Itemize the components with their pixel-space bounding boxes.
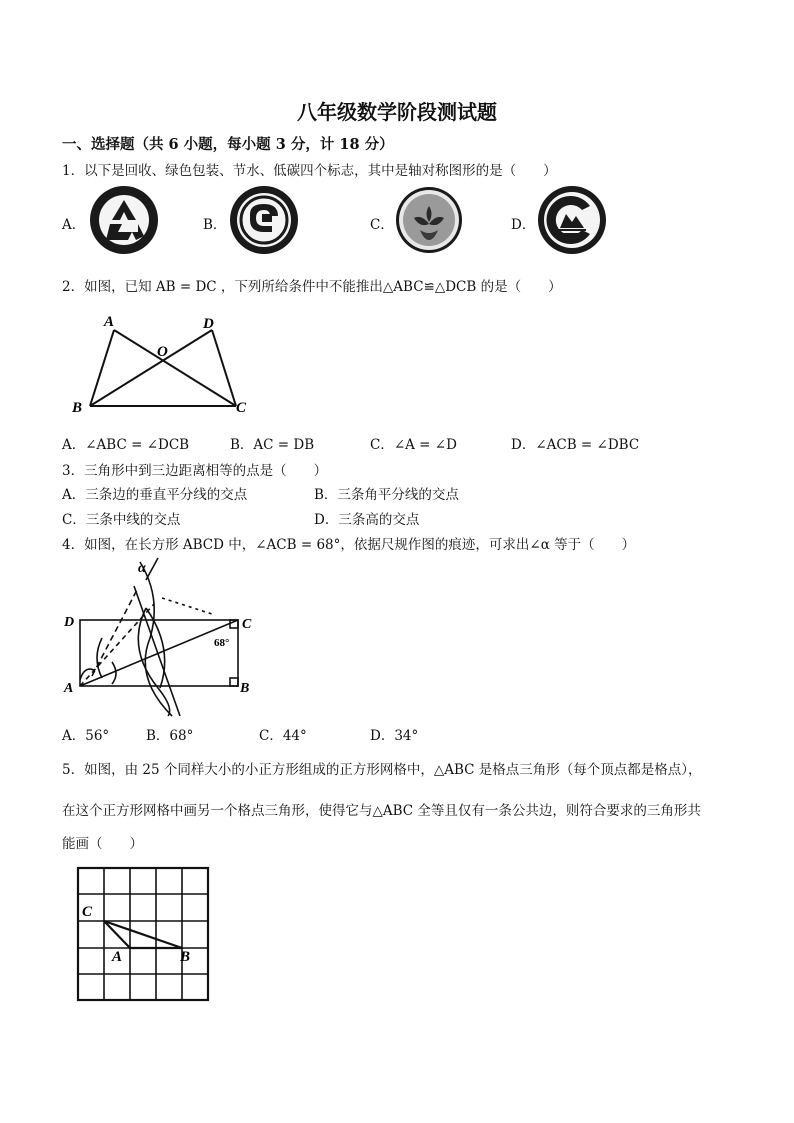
q2-option-b: B．AC = DB: [230, 437, 315, 453]
q4-label-b: B: [240, 681, 250, 696]
recycle-logo-icon: [88, 184, 160, 256]
q4-option-b: B．68°: [146, 728, 194, 744]
q4-label-a: A: [64, 681, 74, 696]
q5-label-c: C: [82, 904, 93, 920]
q1-option-c: C．: [370, 217, 394, 233]
q1-option-a: A．: [62, 217, 86, 233]
section-heading: 一、选择题（共 6 小题，每小题 3 分，计 18 分）: [62, 136, 394, 153]
low-carbon-logo-icon: [536, 184, 608, 256]
q3-stem: 3．三角形中到三边距离相等的点是（ ）: [62, 463, 328, 479]
page-title: 八年级数学阶段测试题: [297, 100, 497, 124]
q5-label-b: B: [180, 949, 191, 965]
water-saving-logo-icon: [394, 184, 464, 256]
q5-stem-line1: 5．如图，由 25 个同样大小的小正方形组成的正方形网格中，△ABC 是格点三角形（每个顶点都是格点），: [62, 762, 702, 778]
q4-option-a: A．56°: [62, 728, 110, 744]
q3-option-c: C．三条中线的交点: [62, 512, 181, 528]
q4-option-d: D．34°: [370, 728, 419, 744]
q2-label-d: D: [203, 316, 214, 332]
q5-stem-line3: 能画（ ）: [62, 836, 143, 852]
q2-option-d: D．∠ACB = ∠DBC: [511, 437, 640, 453]
q2-option-c: C．∠A = ∠D: [370, 437, 457, 453]
q4-figure: [62, 558, 262, 718]
q1-option-b: B．: [203, 217, 227, 233]
q2-figure: [66, 312, 266, 422]
q4-option-c: C．44°: [259, 728, 307, 744]
q4-label-d: D: [64, 615, 75, 630]
green-package-logo-icon: [228, 184, 300, 256]
q4-label-angle: 68°: [214, 637, 230, 649]
q2-stem: 2．如图，已知 AB = DC ，下列所给条件中不能推出△ABC≌△DCB 的是（ ）: [62, 279, 562, 295]
q3-option-b: B．三条角平分线的交点: [314, 487, 459, 503]
q4-stem: 4．如图，在长方形 ABCD 中，∠ACB = 68°，依据尺规作图的痕迹，可求出∠α 等于（ ）: [62, 537, 636, 553]
q2-label-o: O: [157, 344, 168, 360]
q5-stem-line2: 在这个正方形网格中画另一个格点三角形，使得它与△ABC 全等且仅有一条公共边，则符合要求的三角形共: [62, 803, 701, 819]
q4-label-alpha: α: [138, 561, 146, 576]
q3-option-a: A．三条边的垂直平分线的交点: [62, 487, 248, 503]
q4-label-c: C: [242, 617, 252, 632]
q3-option-d: D．三条高的交点: [314, 512, 420, 528]
q1-option-d: D．: [511, 217, 536, 233]
q2-label-b: B: [72, 400, 83, 416]
q5-label-a: A: [112, 949, 123, 965]
q1-stem: 1．以下是回收、绿色包装、节水、低碳四个标志，其中是轴对称图形的是（ ）: [62, 163, 557, 179]
q5-grid-figure: [74, 864, 214, 1006]
q2-option-a: A．∠ABC = ∠DCB: [62, 437, 190, 453]
q2-label-a: A: [104, 314, 115, 330]
q2-label-c: C: [236, 400, 247, 416]
